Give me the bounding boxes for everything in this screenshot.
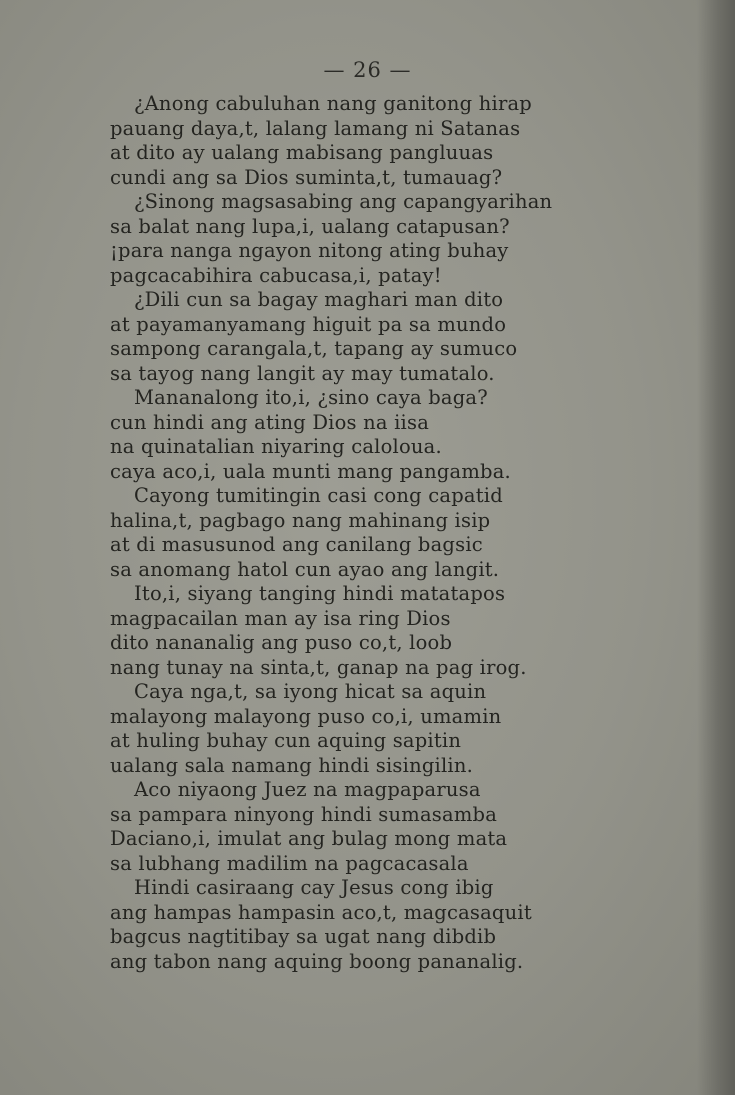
poem-line: ualang sala namang hindi sisingilin. <box>110 753 473 777</box>
poem-line: halina,t, pagbago nang mahinang isip <box>110 508 491 532</box>
poem-line: ¿Anong cabuluhan nang ganitong hirap <box>134 92 532 115</box>
poem-line: ang hampas hampasin aco,t, magcasaquit <box>110 900 532 924</box>
poem-line: at di masusunod ang canilang bagsic <box>110 533 483 556</box>
poem-line: sampong carangala,t, tapang ay sumuco <box>110 337 518 360</box>
poem-line: ang tabon nang aquing boong pananalig. <box>110 949 524 973</box>
poem-line: Daciano,i, imulat ang bulag mong mata <box>110 827 508 850</box>
poem-line: at payamanyamang higuit pa sa mundo <box>110 312 507 336</box>
poem-line: cun hindi ang ating Dios na iisa <box>110 410 430 434</box>
poem-text-block <box>110 92 610 974</box>
poem-line: nang tunay na sinta,t, ganap na pag irog. <box>110 655 527 679</box>
poem-line: at huling buhay cun aquing sapitin <box>110 729 462 752</box>
poem-line: sa pampara ninyong hindi sumasamba <box>110 802 498 826</box>
poem-line: ¿Dili cun sa bagay maghari man dito <box>134 288 504 311</box>
page-number: — 26 — <box>323 58 412 82</box>
poem-line: sa lubhang madilim na pagcacasala <box>110 851 469 875</box>
poem-line: ¿Sinong magsasabing ang capangyarihan <box>134 190 553 213</box>
poem-line: ¡para nanga ngayon nitong ating buhay <box>110 239 509 262</box>
poem-line: Mananalong ito,i, ¿sino caya baga? <box>134 386 488 409</box>
poem-line: dito nananalig ang puso co,t, loob <box>110 631 453 654</box>
poem-line: Cayong tumitingin casi cong capatid <box>134 484 503 507</box>
poem-line: sa tayog nang langit ay may tumatalo. <box>110 361 495 385</box>
poem-line: sa anomang hatol cun ayao ang langit. <box>110 557 500 581</box>
poem-line: pagcacabihira cabucasa,i, patay! <box>110 263 442 287</box>
poem-line: pauang daya,t, lalang lamang ni Satanas <box>110 116 521 140</box>
poem-line: malayong malayong puso co,i, umamin <box>110 704 502 728</box>
poem-line: cundi ang sa Dios suminta,t, tumauag? <box>110 165 503 189</box>
poem-line: Hindi casiraang cay Jesus cong ibig <box>134 876 494 899</box>
page-edge-shadow <box>697 0 735 1095</box>
poem-line: at dito ay ualang mabisang pangluuas <box>110 141 494 164</box>
poem-line: Caya nga,t, sa iyong hicat sa aquin <box>134 680 487 703</box>
poem-line: bagcus nagtitibay sa ugat nang dibdib <box>110 925 497 948</box>
poem-line: sa balat nang lupa,i, ualang catapusan? <box>110 214 510 238</box>
poem-line: na quinatalian niyaring caloloua. <box>110 435 442 458</box>
poem-line: caya aco,i, uala munti mang pangamba. <box>110 459 511 483</box>
poem-line: magpacailan man ay isa ring Dios <box>110 606 451 630</box>
poem-line: Ito,i, siyang tanging hindi matatapos <box>134 582 506 605</box>
poem-line: Aco niyaong Juez na magpaparusa <box>134 778 481 801</box>
